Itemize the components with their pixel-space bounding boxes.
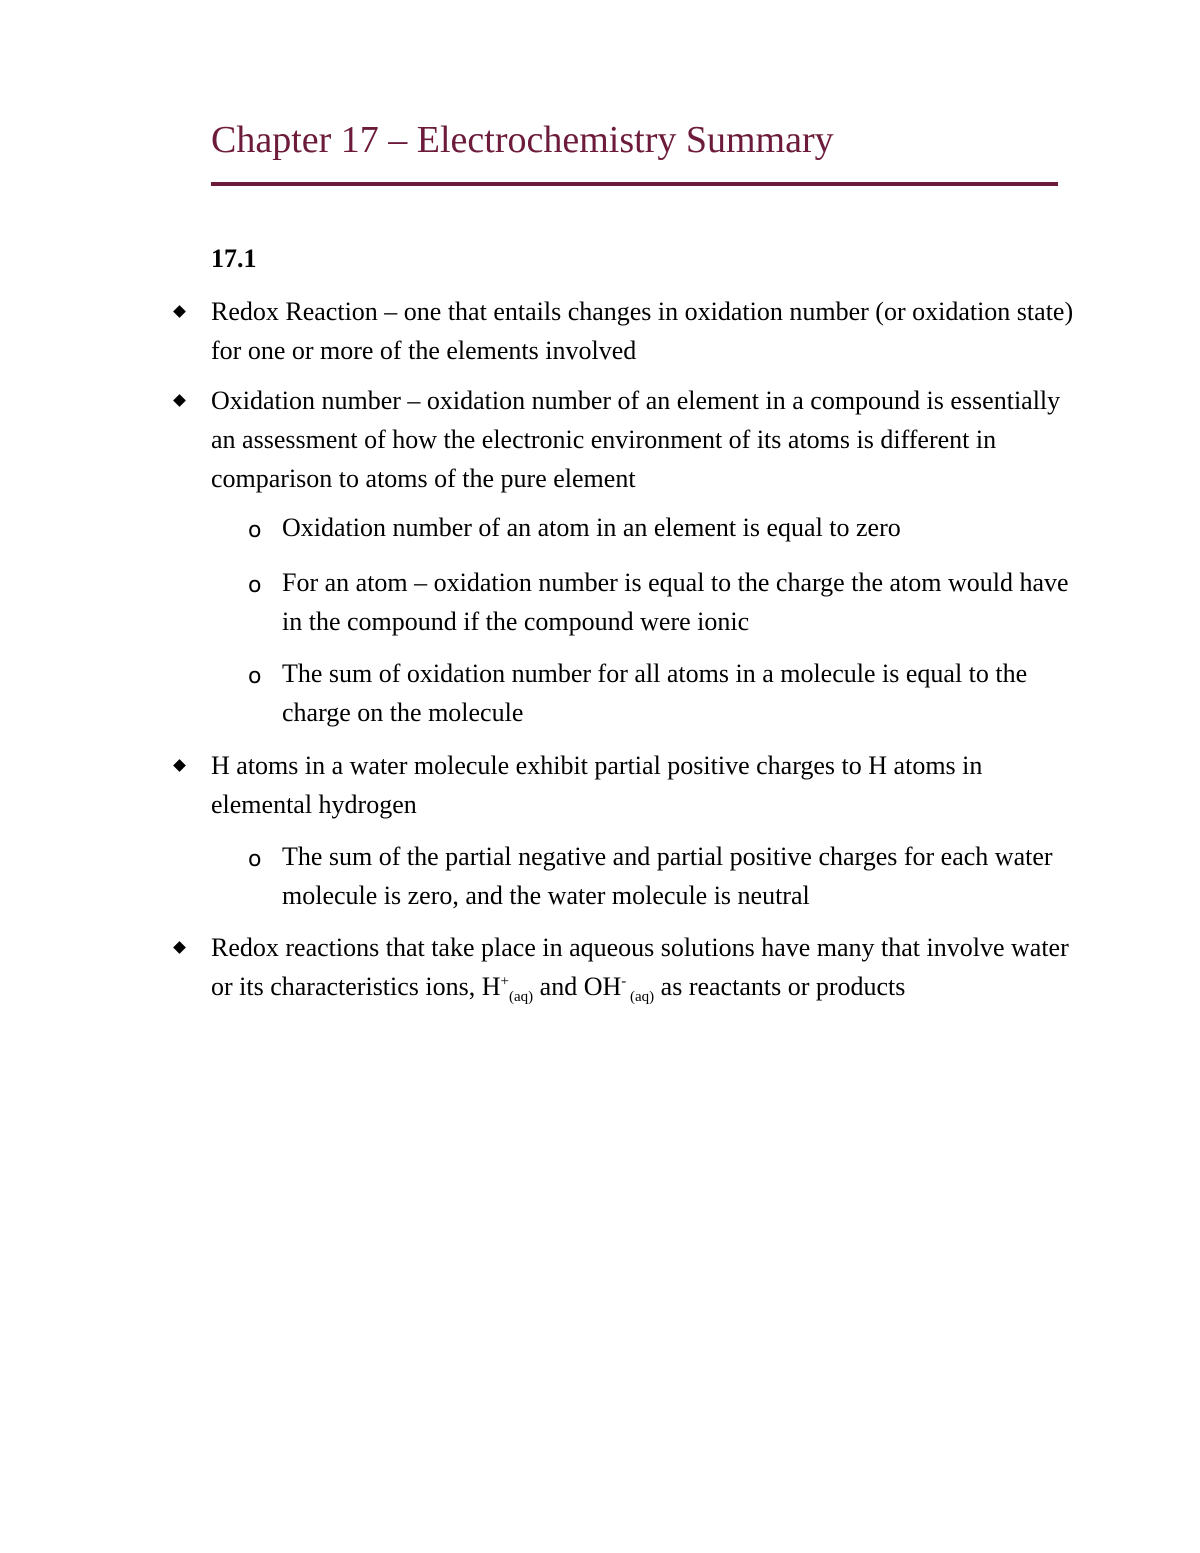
sub-list-item xyxy=(248,563,1072,641)
list-item-text: H atoms in a water molecule exhibit partial positive charges to H atoms in elemental hydrogen xyxy=(211,751,983,819)
list-item-text xyxy=(211,928,1081,1006)
list-item-text: Oxidation number of an atom in an element is equal to zero xyxy=(282,513,901,542)
superscript: + xyxy=(500,973,509,990)
diamond-bullet-icon xyxy=(173,305,186,318)
superscript: - xyxy=(621,973,627,990)
list-item-text: Oxidation number – oxidation number of an element in a compound is essentially an assessment of how the electronic environment of its atoms is different in comparison to atoms of the pure element xyxy=(211,386,1061,493)
diamond-bullet-icon xyxy=(173,941,186,954)
list-item-text: For an atom – oxidation number is equal to the charge the atom would have in the compound if the compound were ionic xyxy=(282,568,1069,636)
circle-bullet-icon: o xyxy=(248,664,262,689)
page-title: Chapter 17 – Electrochemistry Summary xyxy=(211,119,834,161)
list-item-text: The sum of oxidation number for all atoms in a molecule is equal to the charge on the molecule xyxy=(282,659,1028,727)
list-item xyxy=(211,928,1081,1006)
subscript: (aq) xyxy=(509,989,534,1006)
text-segment: Redox reactions that take place in aqueous solutions have many that involve water or its characteristics ions, H xyxy=(211,933,1069,1001)
circle-bullet-icon: o xyxy=(248,573,262,598)
circle-bullet-icon: o xyxy=(248,847,262,872)
diamond-bullet-icon xyxy=(173,394,186,407)
diamond-bullet-icon xyxy=(173,759,186,772)
subscript: (aq) xyxy=(626,989,655,1006)
list-item-text: The sum of the partial negative and partial positive charges for each water molecule is zero, and the water molecule is neutral xyxy=(282,842,1053,910)
title-divider xyxy=(211,182,1058,186)
text-segment: and OH xyxy=(533,972,622,1001)
list-item xyxy=(211,746,1081,824)
circle-bullet-icon: o xyxy=(248,518,262,543)
section-heading: 17.1 xyxy=(211,244,257,273)
list-item xyxy=(211,381,1081,498)
text-segment: as reactants or products xyxy=(654,972,906,1001)
sub-list-item xyxy=(248,654,1072,732)
list-item xyxy=(211,292,1081,370)
sub-list-item xyxy=(248,508,1072,547)
list-item-text: Redox Reaction – one that entails changes in oxidation number (or oxidation state) for one or more of the elements involved xyxy=(211,297,1074,365)
sub-list-item xyxy=(248,837,1072,915)
